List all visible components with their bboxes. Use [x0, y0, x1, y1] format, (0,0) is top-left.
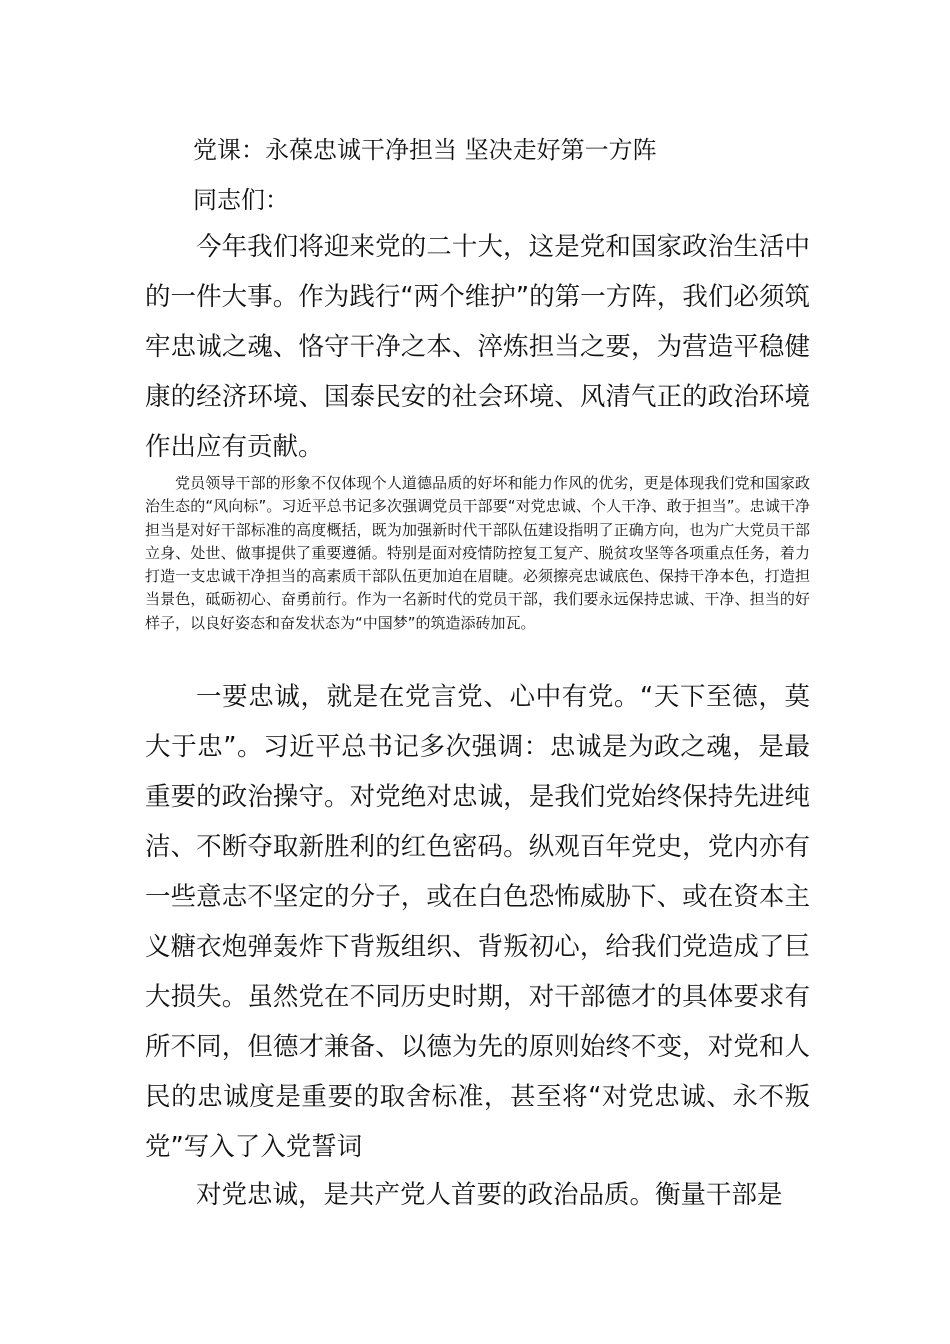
paragraph-loyalty-continued: 对党忠诚，是共产党人首要的政治品质。衡量干部是 — [196, 1180, 783, 1210]
greeting: 同志们： — [193, 186, 289, 214]
paragraph-small-print: 党员领导干部的形象不仅体现个人道德品质的好坏和能力作风的优劣，更是体现我们党和国家政治生态的“风向标”。习近平总书记多次强调党员干部要“对党忠诚、个人干净、敢于担当”。忠诚干净担当是对好干部标准的高度概括，既为加强新时代干部队伍建设指明了正确方向，也为广大党员干部立身、处世、做事提供了重要遵循。特别是面对疫情防控复工复产、脱贫攻坚等各项重点任务，着力打造一支忠诚干净担当的高素质干部队伍更加迫在眉睫。必须擦亮忠诚底色、保持干净本色，打造担当景色，砥砺初心、奋勇前行。作为一名新时代的党员干部，我们要永远保持忠诚、干净、担当的好样子，以良好姿态和奋发状态为“中国梦”的筑造添砖加瓦。 — [145, 474, 810, 632]
paragraph-loyalty: 一要忠诚，就是在党言党、心中有党。“天下至德，莫大于忠”。习近平总书记多次强调：忠诚是为政之魂，是最重要的政治操守。对党绝对忠诚，是我们党始终保持先进纯洁、不断夺取新胜利的红色密码。纵观百年党史，党内亦有一些意志不坚定的分子，或在白色恐怖威胁下、或在资本主义糖衣炮弹轰炸下背叛组织、背叛初心，给我们党造成了巨大损失。虽然党在不同历史时期，对干部德才的具体要求有所不同，但德才兼备、以德为先的原则始终不变，对党和人民的忠诚度是重要的取舍标准，甚至将“对党忠诚、永不叛党”写入了入党誓词 — [145, 682, 810, 1162]
paragraph-intro: 今年我们将迎来党的二十大，这是党和国家政治生活中的一件大事。作为践行“两个维护”的第一方阵，我们必须筑牢忠诚之魂、恪守干净之本、淬炼担当之要，为营造平稳健康的经济环境、国泰民安的社会环境、风清气正的政治环境作出应有贡献。 — [145, 232, 810, 462]
document-title: 党课：永葆忠诚干净担当 坚决走好第一方阵 — [193, 136, 657, 164]
